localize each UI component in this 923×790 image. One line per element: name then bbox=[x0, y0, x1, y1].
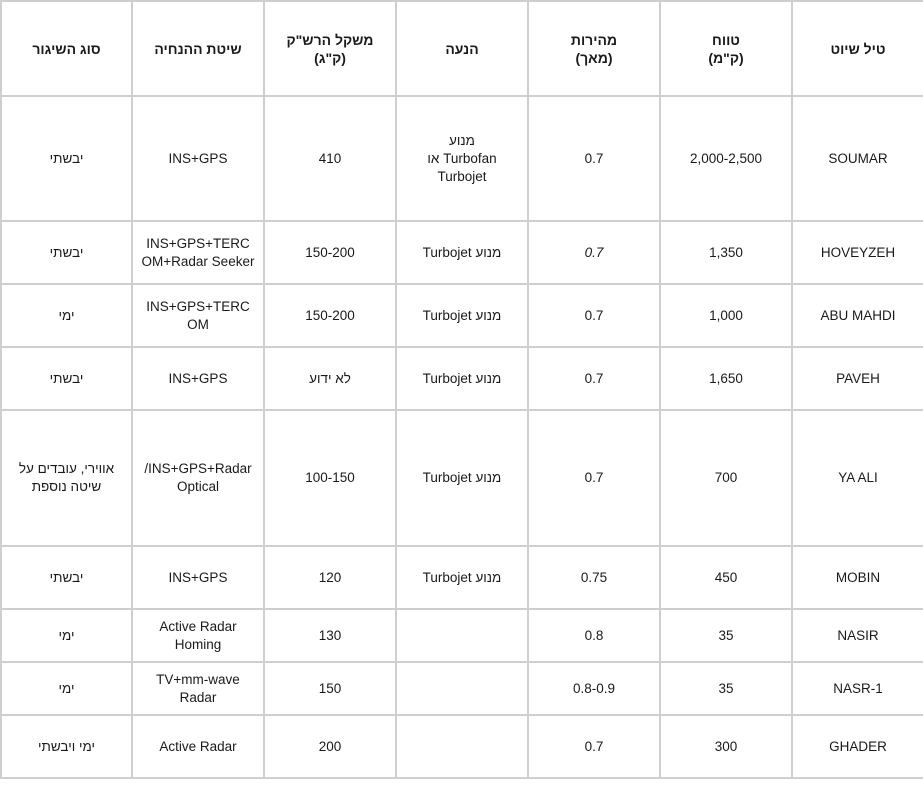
cell-guidance: INS+GPS+TERCOM bbox=[132, 284, 264, 347]
cell-launch-type: יבשתי bbox=[1, 221, 132, 284]
cell-range: 2,000-2,500 bbox=[660, 96, 792, 221]
cell-guidance: INS+GPS bbox=[132, 347, 264, 410]
header-missile: טיל שיוט bbox=[792, 1, 923, 96]
cell-missile: PAVEH bbox=[792, 347, 923, 410]
header-warhead-weight: משקל הרש"ק (ק"ג) bbox=[264, 1, 396, 96]
cell-guidance: INS+GPS+Radar/ Optical bbox=[132, 410, 264, 546]
cell-speed: 0.7 bbox=[528, 347, 660, 410]
cell-propulsion: מנוע Turbojet bbox=[396, 546, 528, 609]
cell-guidance: Active Radar Homing bbox=[132, 609, 264, 662]
cell-launch-type: יבשתי bbox=[1, 347, 132, 410]
cell-speed: 0.7 bbox=[528, 410, 660, 546]
cell-warhead-weight: לא ידוע bbox=[264, 347, 396, 410]
cell-propulsion: מנוע Turbofan או Turbojet bbox=[396, 96, 528, 221]
cell-missile: ABU MAHDI bbox=[792, 284, 923, 347]
header-speed: מהירות (מאך) bbox=[528, 1, 660, 96]
cell-launch-type: ימי ויבשתי bbox=[1, 715, 132, 778]
table-row bbox=[1, 347, 923, 410]
cell-warhead-weight: 150-200 bbox=[264, 221, 396, 284]
cell-range: 300 bbox=[660, 715, 792, 778]
cell-propulsion: מנוע Turbojet bbox=[396, 410, 528, 546]
cell-propulsion bbox=[396, 662, 528, 715]
table-row bbox=[1, 546, 923, 609]
header-guidance: שיטת ההנחיה bbox=[132, 1, 264, 96]
cell-launch-type: ימי bbox=[1, 609, 132, 662]
cell-propulsion: מנוע Turbojet bbox=[396, 284, 528, 347]
table-row bbox=[1, 221, 923, 284]
cell-propulsion: מנוע Turbojet bbox=[396, 221, 528, 284]
cell-missile: GHADER bbox=[792, 715, 923, 778]
table-row bbox=[1, 715, 923, 778]
cell-range: 35 bbox=[660, 609, 792, 662]
cell-missile: MOBIN bbox=[792, 546, 923, 609]
cell-launch-type: יבשתי bbox=[1, 546, 132, 609]
cell-range: 700 bbox=[660, 410, 792, 546]
header-launch-type: סוג השיגור bbox=[1, 1, 132, 96]
cell-range: 35 bbox=[660, 662, 792, 715]
cell-launch-type: ימי bbox=[1, 662, 132, 715]
cell-range: 1,000 bbox=[660, 284, 792, 347]
cell-guidance: TV+mm-wave Radar bbox=[132, 662, 264, 715]
cell-propulsion: מנוע Turbojet bbox=[396, 347, 528, 410]
cell-warhead-weight: 130 bbox=[264, 609, 396, 662]
cell-speed: 0.7 bbox=[528, 284, 660, 347]
cell-warhead-weight: 120 bbox=[264, 546, 396, 609]
header-propulsion: הנעה bbox=[396, 1, 528, 96]
cell-range: 450 bbox=[660, 546, 792, 609]
cell-missile: HOVEYZEH bbox=[792, 221, 923, 284]
cell-speed: 0.8 bbox=[528, 609, 660, 662]
cell-guidance: INS+GPS+TERCOM+Radar Seeker bbox=[132, 221, 264, 284]
cell-propulsion bbox=[396, 715, 528, 778]
cell-speed: 0.8-0.9 bbox=[528, 662, 660, 715]
table-row bbox=[1, 96, 923, 221]
cell-missile: NASR-1 bbox=[792, 662, 923, 715]
cell-speed: 0.7 bbox=[528, 96, 660, 221]
table-row bbox=[1, 410, 923, 546]
cell-speed: 0.75 bbox=[528, 546, 660, 609]
cell-guidance: INS+GPS bbox=[132, 546, 264, 609]
header-range: טווח (ק"מ) bbox=[660, 1, 792, 96]
table-row bbox=[1, 662, 923, 715]
cell-missile: SOUMAR bbox=[792, 96, 923, 221]
cell-missile: YA ALI bbox=[792, 410, 923, 546]
table-header-row bbox=[1, 1, 923, 96]
cell-propulsion bbox=[396, 609, 528, 662]
cell-speed: 0.7 bbox=[528, 221, 660, 284]
cell-speed: 0.7 bbox=[528, 715, 660, 778]
cell-launch-type: אווירי, עובדים על שיטה נוספת bbox=[1, 410, 132, 546]
cell-launch-type: ימי bbox=[1, 284, 132, 347]
cell-warhead-weight: 150 bbox=[264, 662, 396, 715]
cell-warhead-weight: 150-200 bbox=[264, 284, 396, 347]
cell-missile: NASIR bbox=[792, 609, 923, 662]
cell-range: 1,350 bbox=[660, 221, 792, 284]
cell-guidance: INS+GPS bbox=[132, 96, 264, 221]
table-row bbox=[1, 284, 923, 347]
cell-range: 1,650 bbox=[660, 347, 792, 410]
table-row bbox=[1, 609, 923, 662]
cell-guidance: Active Radar bbox=[132, 715, 264, 778]
cell-warhead-weight: 410 bbox=[264, 96, 396, 221]
cell-warhead-weight: 100-150 bbox=[264, 410, 396, 546]
cell-warhead-weight: 200 bbox=[264, 715, 396, 778]
cell-launch-type: יבשתי bbox=[1, 96, 132, 221]
